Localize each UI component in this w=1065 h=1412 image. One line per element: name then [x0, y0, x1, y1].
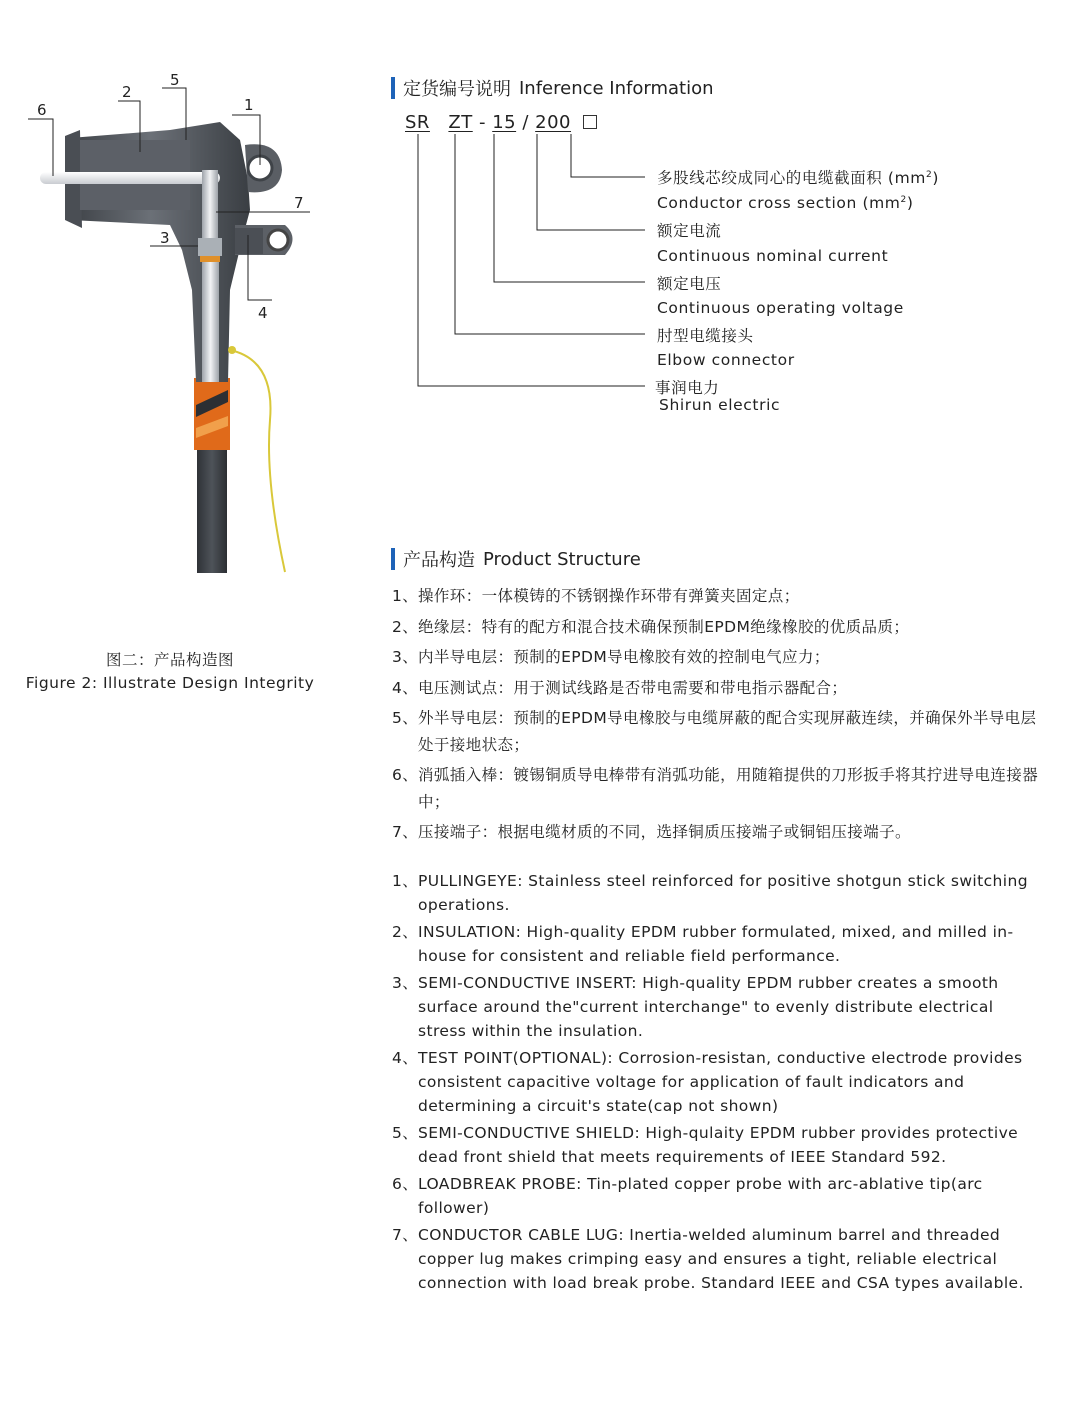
- inference-title-cn: 定货编号说明: [403, 79, 511, 100]
- code-slash: /: [522, 112, 529, 133]
- ground-wire: [230, 350, 285, 572]
- list-item: 2、 绝缘层：特有的配方和混合技术确保预制EPDM绝缘橡胶的优质品质；: [392, 617, 910, 636]
- list-item: 1、 PULLINGEYE: Stainless steel reinforced for positive shotgun stick switching operations.: [392, 872, 1028, 914]
- callout-7: 7: [294, 194, 304, 212]
- structure-list-en: [392, 869, 1038, 1298]
- label-current-cn: 额定电流: [657, 222, 722, 240]
- code-section-box: [583, 115, 597, 129]
- callout-1: 1: [244, 96, 254, 114]
- list-item: 1、 操作环：一体模铸的不锈钢操作环带有弹簧夹固定点；: [392, 587, 800, 605]
- structure-title-en: Product Structure: [483, 548, 641, 570]
- list-item: 5、 SEMI-CONDUCTIVE SHIELD: High-qulaity EPDM rubber provides protective dead front shield that meets requirements of IEEE Standard 592.: [392, 1124, 1019, 1166]
- code-voltage: 15: [492, 112, 517, 133]
- elbow-connector-illustration: [20, 60, 340, 590]
- label-voltage-en: Continuous operating voltage: [657, 299, 904, 317]
- callout-3: 3: [160, 229, 170, 247]
- callout-4: 4: [258, 304, 268, 322]
- list-item: 4、 电压测试点：用于测试线路是否带电需要和带电指示器配合；: [392, 678, 848, 697]
- list-item: 3、 内半导电层：预制的EPDM导电橡胶有效的控制电气应力；: [392, 648, 830, 666]
- section-bar: [391, 548, 395, 570]
- structure-list-cn: [392, 583, 1042, 850]
- list-item: 6、 消弧插入棒：镀锡铜质导电棒带有消弧功能，用随箱提供的刀形扳手将其拧进导电连接器中；: [392, 766, 1039, 811]
- list-item: 4、 TEST POINT(OPTIONAL): Corrosion-resistan, conductive electrode provides consistent capacitive voltage for application of fault indicators and determining a circuit's state(cap not shown): [392, 1049, 1023, 1115]
- label-section-cn: 多股线芯绞成同心的电缆截面积 $(mm^2)$: [657, 169, 939, 187]
- code-current: 200: [535, 112, 572, 133]
- list-item: 3、 SEMI-CONDUCTIVE INSERT: High-quality EPDM rubber creates a smooth surface around the"current interchange" to evenly distribute electrical stress within the insulation.: [392, 974, 999, 1040]
- label-brand-en: Shirun electric: [659, 396, 781, 414]
- list-item: 6、 LOADBREAK PROBE: Tin-plated copper probe with arc-ablative tip(arc follower): [392, 1175, 983, 1217]
- label-section-en: Conductor cross section $(mm^2)$: [657, 194, 914, 212]
- loadbreak-probe: [40, 172, 220, 184]
- figure-caption-en: Figure 2: Illustrate Design Integrity: [25, 674, 315, 692]
- label-elbow-en: Elbow connector: [657, 351, 795, 369]
- list-item: 5、 外半导电层：预制的EPDM导电橡胶与电缆屏蔽的配合实现屏蔽连续，并确保外半导电层处于接地状态；: [392, 709, 1037, 754]
- label-elbow-cn: 肘型电缆接头: [657, 327, 754, 345]
- section-bar: [391, 77, 395, 99]
- label-brand-cn: 事润电力: [655, 379, 720, 397]
- code-bracket-lines: [400, 130, 660, 400]
- code-sr: SR: [405, 112, 430, 133]
- code-dash: -: [478, 112, 486, 133]
- list-item: 7、 压接端子：根据电缆材质的不同，选择铜质压接端子或铜铝压接端子。: [392, 823, 911, 841]
- inference-title: [391, 75, 714, 101]
- list-item: 7、 CONDUCTOR CABLE LUG: Inertia-welded aluminum barrel and threaded copper lug makes crimping easy and ensures a tight, reliable electrical connection with load break probe. Standard IEEE and CSA types available.: [392, 1226, 1024, 1292]
- callout-2: 2: [122, 83, 132, 101]
- callout-5: 5: [170, 71, 180, 89]
- label-current-en: Continuous nominal current: [657, 247, 889, 265]
- callout-6: 6: [37, 101, 47, 119]
- inference-title-en: Inference Information: [519, 77, 714, 99]
- figure-caption-cn: 图二：产品构造图: [105, 651, 234, 669]
- product-figure: [20, 60, 340, 590]
- list-item: 2、 INSULATION: High-quality EPDM rubber formulated, mixed, and milled in-house for consistent and reliable field performance.: [392, 923, 1014, 965]
- label-voltage-cn: 额定电压: [657, 275, 722, 293]
- code-zt: ZT: [448, 112, 473, 133]
- structure-title: [391, 546, 641, 572]
- structure-title-cn: 产品构造: [403, 550, 475, 571]
